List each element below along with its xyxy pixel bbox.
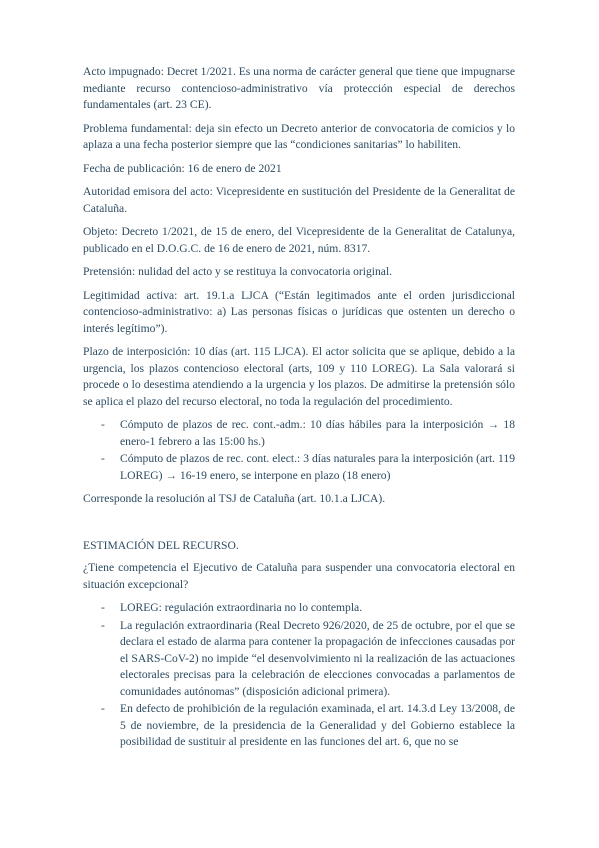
document-page [83,64,515,758]
list-plazos [83,417,515,484]
paragraph-acto-impugnado: Acto impugnado: Decret 1/2021. Es una norma de carácter general que tiene que impugnarse mediante recurso contencioso-administrativo vía protección especial de derechos fundamentales (art. 23 CE). [83,65,515,111]
list-item [83,618,515,701]
list-item-text: En defecto de prohibición de la regulación examinada, el art. 14.3.d Ley 13/2008, de 5 de noviembre, de la presidencia de la Generalidad y del Gobierno establece la posibilidad de sustituir al presidente en las funciones del art. 6, que no se [120,702,515,748]
list-item-text: La regulación extraordinaria (Real Decreto 926/2020, de 25 de octubre, por el que se declara el estado de alarma para contener la propagación de infecciones causadas por el SARS-CoV-2) no impide “el desenvolvimiento ni la realización de las actuaciones electorales precisas para la celebración de elecciones convocadas a parlamentos de comunidades autónomas” (disposición adicional primera). [120,618,515,698]
paragraph-tsj: Corresponde la resolución al TSJ de Cataluña (art. 10.1.a LJCA). [83,492,386,505]
paragraph-question: ¿Tiene competencia el Ejecutivo de Cataluña para suspender una convocatoria electoral en situación excepcional? [83,561,515,591]
paragraph-autoridad-emisora: Autoridad emisora del acto: Vicepresidente en sustitución del Presidente de la Generalitat de Cataluña. [83,185,515,215]
section-spacer [83,515,515,538]
list-item-text: LOREG: regulación extraordinaria no lo contempla. [120,601,363,614]
list-item-text: Cómputo de plazos de rec. cont. elect.: 3 días naturales para la interposición (art. 119 LOREG) → 16-19 enero, se interpone en plazo (18 enero) [120,452,515,482]
paragraph-legitimidad-activa: Legitimidad activa: art. 19.1.a LJCA (“Están legitimados ante el orden jurisdiccional contencioso-administrativo: a) Las personas físicas o jurídicas que ostenten un derecho o interés legítimo”). [83,288,515,335]
paragraph-problema-fundamental: Problema fundamental: deja sin efecto un Decreto anterior de convocatoria de comicios y lo aplaza a una fecha posterior siempre que las “condiciones sanitarias” lo habiliten. [83,121,515,151]
paragraph-pretension: Pretensión: nulidad del acto y se restituya la convocatoria original. [83,265,393,278]
paragraph-fecha-publicacion: Fecha de publicación: 16 de enero de 2021 [83,161,282,175]
list-item [83,417,515,450]
dash-bullet: - [101,418,105,431]
section-heading: ESTIMACIÓN DEL RECURSO. [83,538,239,552]
list-item-text: Cómputo de plazos de rec. cont.-adm.: 10 días hábiles para la interposición → 18 enero-1 febrero a las 15:00 hs.) [120,418,515,448]
list-item [83,451,515,484]
paragraph-plazo-interposicion: Plazo de interposición: 10 días (art. 115 LJCA). El actor solicita que se aplique, debido a la urgencia, los plazos contencioso electoral (arts, 109 y 110 LOREG). La Sala valorará si procede o lo desestima atendiendo a la urgencia y los plazos. De admitirse la pretensión sólo se aplica el plazo del recurso electoral, no toda la regulación del procedimiento. [83,345,515,408]
dash-bullet: - [101,601,105,614]
dash-bullet: - [101,452,105,465]
dash-bullet: - [101,618,105,632]
list-item [83,701,515,751]
list-estimacion [83,600,515,751]
list-item [83,600,515,617]
dash-bullet: - [101,702,105,715]
paragraph-objeto: Objeto: Decreto 1/2021, de 15 de enero, del Vicepresidente de la Generalitat de Catalunya, publicado en el D.O.G.C. de 16 de enero de 2021, núm. 8317. [83,225,515,255]
